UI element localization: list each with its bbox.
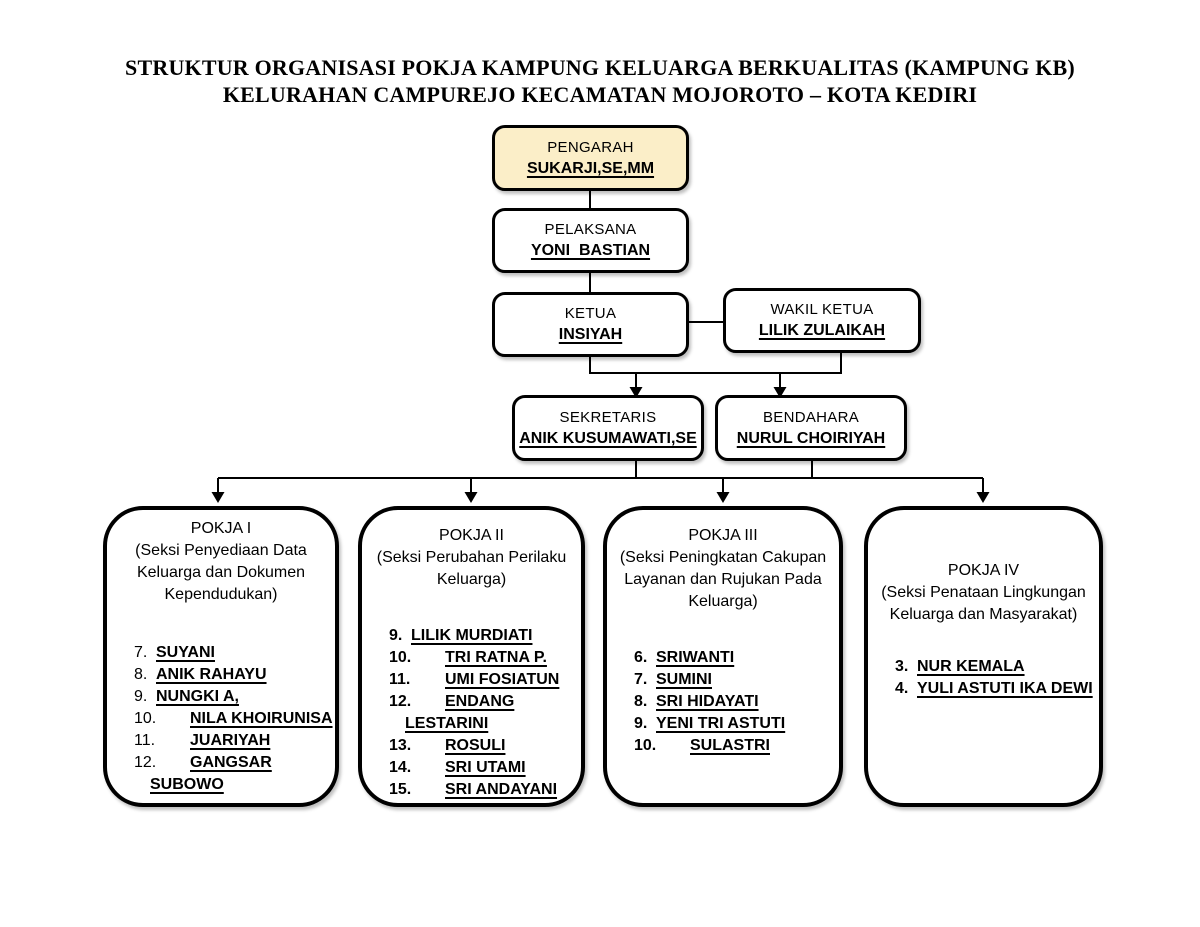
pokja-subtitle: (Seksi Penataan Lingkungan Keluarga dan Masyarakat) (881, 584, 1086, 623)
member-row (134, 708, 335, 730)
member-number: 8. (134, 666, 148, 683)
member-name: SRIWANTI (656, 649, 735, 666)
member-name-wrap: SUBOWO (150, 776, 224, 793)
member-row (389, 625, 581, 647)
org-node-pelaksana (492, 208, 689, 273)
org-node-pengarah (492, 125, 689, 191)
member-number: 9. (389, 627, 403, 644)
member-number: 9. (634, 715, 648, 732)
pokja-title: POKJA III (688, 527, 758, 544)
page-title-line1: STRUKTUR ORGANISASI POKJA KAMPUNG KELUARGA BERKUALITAS (KAMPUNG KB) (125, 55, 1075, 80)
member-number: 9. (134, 688, 148, 705)
member-number: 8. (634, 693, 648, 710)
pokja-4-box (864, 506, 1103, 807)
role-label: PENGARAH (547, 138, 634, 156)
role-label: KETUA (564, 305, 617, 322)
member-number: 7. (134, 644, 148, 661)
pokja-title: POKJA IV (947, 562, 1020, 579)
member-row (389, 691, 581, 713)
org-node-bendahara (715, 395, 907, 461)
member-number: 11. (134, 732, 156, 749)
pokja-title: POKJA I (190, 520, 252, 537)
member-name-wrap: LESTARINI (405, 715, 489, 732)
role-label: PELAKSANA (544, 221, 637, 238)
role-label: SEKRETARIS (559, 408, 657, 426)
member-name: JUARIYAH (190, 732, 271, 749)
person-name: NURUL CHOIRIYAH (736, 429, 886, 447)
member-row (389, 757, 581, 779)
person-name: SUKARJI,SE,MM (526, 159, 655, 177)
arrowhead-pokja-1 (212, 492, 225, 503)
member-name: SRI HIDAYATI (656, 693, 759, 710)
org-node-wakil-ketua (723, 288, 921, 353)
person-name: INSIYAH (558, 326, 623, 343)
pokja-2-box (358, 506, 585, 807)
member-name: SUMINI (656, 671, 712, 688)
member-row (634, 713, 839, 735)
member-row (389, 669, 581, 691)
member-number: 12. (134, 754, 157, 771)
member-row (895, 656, 1099, 678)
pokja-title: POKJA II (439, 527, 504, 544)
member-row (895, 678, 1099, 700)
member-number: 15. (389, 781, 412, 798)
member-name: SULASTRI (690, 737, 770, 754)
org-node-sekretaris (512, 395, 704, 461)
org-node-ketua (492, 292, 689, 357)
member-row (134, 664, 335, 686)
member-number: 6. (634, 649, 648, 666)
member-row (134, 642, 335, 664)
role-label: WAKIL KETUA (770, 301, 874, 318)
person-name: YONI BASTIAN (530, 242, 651, 259)
member-number: 13. (389, 737, 412, 754)
member-number: 3. (895, 658, 909, 675)
member-name: TRI RATNA P. (445, 649, 547, 666)
member-row (634, 691, 839, 713)
member-list (107, 642, 335, 796)
member-name: LILIK MURDIATI (411, 627, 533, 644)
arrowhead-pokja-4 (977, 492, 990, 503)
pokja-subtitle: (Seksi Penyediaan Data Keluarga dan Dokumen Kependudukan) (135, 542, 307, 603)
member-list (362, 625, 581, 801)
member-list (868, 656, 1099, 700)
member-name: YENI TRI ASTUTI (656, 715, 786, 732)
member-name: GANGSAR (190, 754, 272, 771)
member-row (634, 647, 839, 669)
member-list (607, 647, 839, 757)
member-row (134, 752, 335, 774)
member-name: SUYANI (156, 644, 215, 661)
member-number: 7. (634, 671, 648, 688)
member-number: 10. (389, 649, 412, 666)
member-row (389, 647, 581, 669)
person-name: ANIK KUSUMAWATI,SE (519, 429, 697, 447)
arrowhead-pokja-2 (465, 492, 478, 503)
member-number: 14. (389, 759, 412, 776)
member-name: ENDANG (445, 693, 515, 710)
member-name: SRI ANDAYANI (445, 781, 558, 798)
member-row (389, 735, 581, 757)
page-title-line2: KELURAHAN CAMPUREJO KECAMATAN MOJOROTO – KOTA KEDIRI (222, 82, 978, 107)
member-number: 10. (634, 737, 657, 754)
member-row (634, 735, 839, 757)
member-number: 10. (134, 710, 157, 727)
role-label: BENDAHARA (762, 408, 860, 426)
member-row (389, 779, 581, 801)
member-number: 11. (389, 671, 411, 688)
member-number: 12. (389, 693, 412, 710)
person-name: LILIK ZULAIKAH (758, 322, 886, 339)
member-name: NILA KHOIRUNISA (190, 710, 333, 727)
pokja-subtitle: (Seksi Peningkatan Cakupan Layanan dan Rujukan Pada Keluarga) (619, 549, 827, 610)
member-name: ANIK RAHAYU (156, 666, 267, 683)
member-name: NUNGKI A, (156, 688, 239, 705)
member-row (634, 669, 839, 691)
member-row (134, 686, 335, 708)
member-name: UMI FOSIATUN (445, 671, 560, 688)
pokja-subtitle: (Seksi Perubahan Perilaku Keluarga) (376, 549, 567, 588)
member-row (134, 730, 335, 752)
member-name: NUR KEMALA (917, 658, 1025, 675)
arrowhead-pokja-3 (717, 492, 730, 503)
pokja-1-box (103, 506, 339, 807)
pokja-3-box (603, 506, 843, 807)
member-name: SRI UTAMI (445, 759, 526, 776)
member-name: YULI ASTUTI IKA DEWI (917, 680, 1093, 697)
member-name: ROSULI (445, 737, 506, 754)
member-number: 4. (895, 680, 909, 697)
